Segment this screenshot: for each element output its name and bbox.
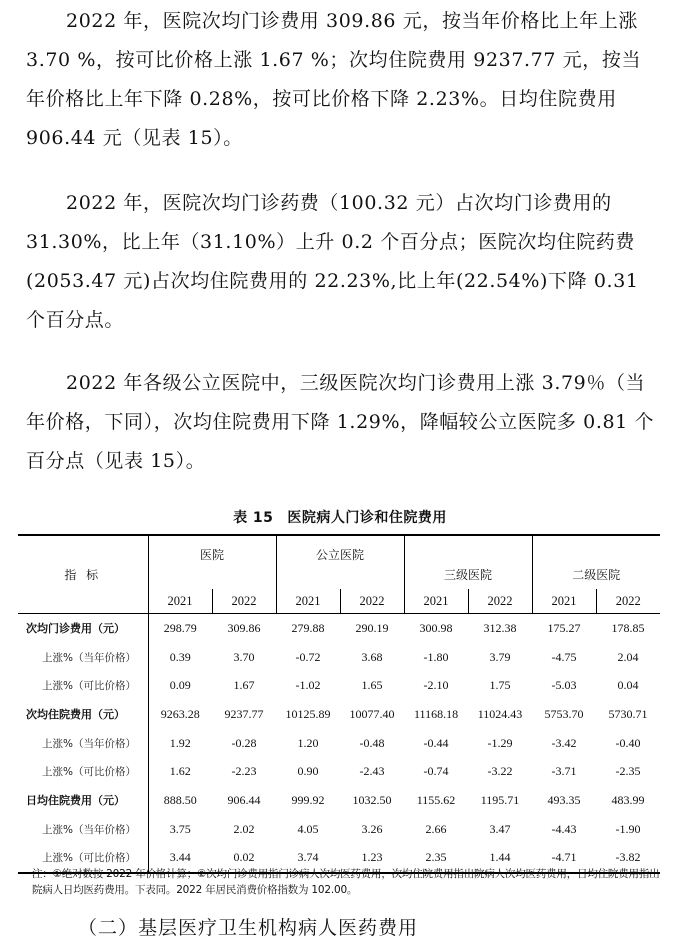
table-cell: 300.98 bbox=[419, 620, 453, 635]
table-cell: 1.65 bbox=[361, 678, 383, 693]
row-label: 次均门诊费用（元） bbox=[18, 614, 148, 643]
table-cell: -4.71 bbox=[532, 844, 596, 874]
table-cell: 11024.43 bbox=[477, 706, 523, 721]
row-label: 上涨%（当年价格） bbox=[18, 729, 148, 758]
table-cell: -2.10 bbox=[423, 678, 449, 693]
table-cell: 0.09 bbox=[169, 678, 191, 693]
group-header-tertiary-hospital: 三级医院 bbox=[404, 535, 532, 589]
table-cell: -0.72 bbox=[295, 649, 321, 664]
table-cell: -2.35 bbox=[615, 764, 641, 779]
table-row bbox=[18, 729, 660, 758]
table-cell: -3.22 bbox=[487, 764, 513, 779]
table-cell: 493.35 bbox=[547, 792, 581, 807]
hospital-cost-table bbox=[18, 534, 660, 874]
table-cell: 1.92 bbox=[169, 735, 191, 750]
table-cell: -5.03 bbox=[551, 678, 577, 693]
paragraph-drug-costs: 2022 年，医院次均门诊药费（100.32 元）占次均门诊费用的 31.30%，比上年（31.10%）上升 0.2 个百分点；医院次均住院药费(2053.47 元)占次均住院费用的 22.23%,比上年(22.54%)下降 0.31 个百分点。 bbox=[26, 192, 639, 331]
table-row bbox=[18, 671, 660, 700]
table-cell: 1.67 bbox=[233, 678, 255, 693]
table-cell: 3.47 bbox=[489, 821, 511, 836]
table-cell: 0.90 bbox=[297, 764, 319, 779]
table-row bbox=[18, 815, 660, 844]
table-cell: 1.23 bbox=[340, 844, 404, 874]
table-note: 注：①绝对数按 2022 年价格计算；②次均门诊费用指门诊病人次均医药费用，次均住院费用指出院病人次均医药费用，日均住院费用指出院病人日均医药费用。下表同。2022 年居民消费价格指数为 102.00。 bbox=[32, 868, 660, 896]
table-row bbox=[18, 786, 660, 815]
table-cell: 298.79 bbox=[163, 620, 197, 635]
section-heading: （二）基层医疗卫生机构病人医药费用 bbox=[78, 917, 419, 939]
table-cell: -0.44 bbox=[423, 735, 449, 750]
table-cell: 3.79 bbox=[489, 649, 511, 664]
table-cell: 5730.71 bbox=[608, 706, 648, 721]
paragraph-outpatient-inpatient-costs: 2022 年，医院次均门诊费用 309.86 元，按当年价格比上年上涨 3.70 %，按可比价格上涨 1.67 %；次均住院费用 9237.77 元，按当年价格比上年下降 0.28%，按可比价格下降 2.23%。日均住院费用 906.44 元（见表 15）。 bbox=[26, 10, 642, 149]
table-cell: 10077.40 bbox=[349, 706, 395, 721]
table-cell: -3.42 bbox=[551, 735, 577, 750]
year-header: 2021 bbox=[404, 589, 468, 614]
table-cell: 0.02 bbox=[212, 844, 276, 874]
table-cell: 2.35 bbox=[404, 844, 468, 874]
table-body bbox=[18, 614, 660, 874]
row-label: 上涨%（当年价格） bbox=[18, 643, 148, 672]
table-cell: 1.75 bbox=[489, 678, 511, 693]
table-cell: 9263.28 bbox=[160, 706, 200, 721]
group-header-hospital: 医院 bbox=[148, 535, 276, 589]
table-cell: -4.43 bbox=[551, 821, 577, 836]
row-label: 上涨%（可比价格） bbox=[18, 671, 148, 700]
table-row bbox=[18, 643, 660, 672]
table-cell: 5753.70 bbox=[544, 706, 584, 721]
table-cell: 3.26 bbox=[361, 821, 383, 836]
table-row bbox=[18, 757, 660, 786]
table-cell: 888.50 bbox=[163, 792, 197, 807]
table-cell: 290.19 bbox=[355, 620, 389, 635]
table-cell: 0.39 bbox=[169, 649, 191, 664]
table-cell: 10125.89 bbox=[285, 706, 331, 721]
year-header: 2021 bbox=[276, 589, 340, 614]
table-cell: 175.27 bbox=[547, 620, 581, 635]
table-cell: 309.86 bbox=[227, 620, 261, 635]
table-cell: 483.99 bbox=[611, 792, 645, 807]
table-cell: 1.44 bbox=[468, 844, 532, 874]
table-cell: 3.75 bbox=[169, 821, 191, 836]
table-cell: -3.82 bbox=[596, 844, 660, 874]
table-cell: 178.85 bbox=[611, 620, 645, 635]
group-header-public-hospital: 公立医院 bbox=[276, 535, 404, 589]
year-header: 2021 bbox=[148, 589, 212, 614]
year-header: 2022 bbox=[212, 589, 276, 614]
table-cell: -3.71 bbox=[551, 764, 577, 779]
table-cell: 3.68 bbox=[361, 649, 383, 664]
table-cell: -4.75 bbox=[551, 649, 577, 664]
year-header: 2022 bbox=[340, 589, 404, 614]
table-title: 医院病人门诊和住院费用 bbox=[287, 510, 447, 526]
table-caption bbox=[0, 507, 680, 527]
table-cell: 279.88 bbox=[291, 620, 325, 635]
table-cell: 1195.71 bbox=[480, 792, 520, 807]
row-label: 上涨%（当年价格） bbox=[18, 815, 148, 844]
paragraph-public-hospitals: 2022 年各级公立医院中，三级医院次均门诊费用上涨 3.79％（当年价格，下同），次均住院费用下降 1.29%，降幅较公立医院多 0.81 个百分点（见表 15）。 bbox=[26, 372, 655, 472]
table-cell: 3.44 bbox=[148, 844, 212, 874]
table-cell: 11168.18 bbox=[413, 706, 459, 721]
table-cell: -1.29 bbox=[487, 735, 513, 750]
year-header: 2022 bbox=[596, 589, 660, 614]
table-cell: 2.04 bbox=[617, 649, 639, 664]
table-cell: 3.70 bbox=[233, 649, 255, 664]
table-cell: 1032.50 bbox=[352, 792, 392, 807]
table-row bbox=[18, 700, 660, 729]
row-label: 日均住院费用（元） bbox=[18, 786, 148, 815]
table-cell: 2.66 bbox=[425, 821, 447, 836]
table-cell: 1.62 bbox=[169, 764, 191, 779]
table-cell: 3.74 bbox=[276, 844, 340, 874]
row-label: 次均住院费用（元） bbox=[18, 700, 148, 729]
row-label: 上涨%（可比价格） bbox=[18, 757, 148, 786]
year-header: 2022 bbox=[468, 589, 532, 614]
table-cell: -1.02 bbox=[295, 678, 321, 693]
table-cell: -0.40 bbox=[615, 735, 641, 750]
table-cell: 1.20 bbox=[297, 735, 319, 750]
indicator-header: 指 标 bbox=[18, 535, 148, 614]
group-header-secondary-hospital: 二级医院 bbox=[532, 535, 660, 589]
table-cell: -1.90 bbox=[615, 821, 641, 836]
table-cell: 4.05 bbox=[297, 821, 319, 836]
table-number: 表 15 bbox=[233, 510, 274, 526]
table-cell: 9237.77 bbox=[224, 706, 264, 721]
table-cell: 1155.62 bbox=[416, 792, 456, 807]
table-cell: 906.44 bbox=[227, 792, 261, 807]
table-cell: -1.80 bbox=[423, 649, 449, 664]
table-cell: 0.04 bbox=[617, 678, 639, 693]
table-cell: 999.92 bbox=[291, 792, 325, 807]
table-cell: 312.38 bbox=[483, 620, 517, 635]
row-label: 上涨%（可比价格） bbox=[18, 844, 148, 874]
table-cell: -0.74 bbox=[423, 764, 449, 779]
table-cell: -0.48 bbox=[359, 735, 385, 750]
table-cell: -2.23 bbox=[231, 764, 257, 779]
table-cell: 2.02 bbox=[233, 821, 255, 836]
year-header: 2021 bbox=[532, 589, 596, 614]
table-cell: -0.28 bbox=[231, 735, 257, 750]
table-row bbox=[18, 614, 660, 643]
table-cell: -2.43 bbox=[359, 764, 385, 779]
